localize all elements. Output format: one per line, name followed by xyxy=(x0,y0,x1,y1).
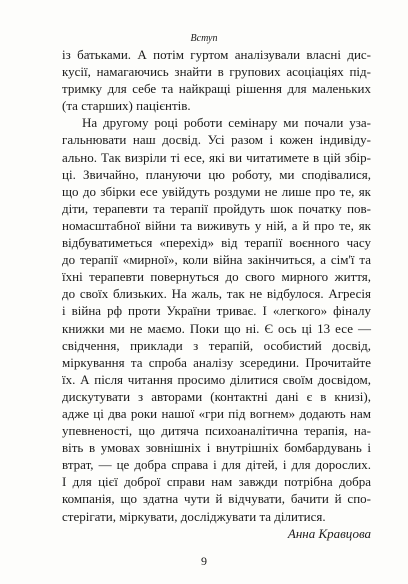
text-line: книжки ми не маємо. Поки що ні. Є ось ці 13 есе — xyxy=(62,320,371,336)
paragraph-2 xyxy=(62,114,371,524)
paragraph-1 xyxy=(62,46,371,114)
text-line: і війна рф проти України триває. І «легкого» фіналу xyxy=(62,303,371,319)
text-line: втрат, — це добра справа і для дітей, і для дорослих. xyxy=(62,457,371,473)
text-line: (та старших) пацієнтів. xyxy=(62,98,191,114)
text-line: номасштабної війни та виживуть у ній, а й про те, як xyxy=(62,217,371,233)
text-line: компанія, що здатна чути й відчувати, бачити й спо- xyxy=(62,491,371,507)
text-line: ці. Звичайно, плануючи цю роботу, ми сподівалися, xyxy=(62,166,371,182)
text-line: відбуватиметься «перехід» від терапії воєнного часу xyxy=(62,235,371,251)
text-line: На другому році роботи семінару ми почали уза- xyxy=(82,115,371,131)
text-line: віть в умовах зовнішніх і внутрішніх бомбардувань і xyxy=(62,440,371,456)
text-line: тримку для себе та найкращі рішення для маленьких xyxy=(62,81,371,97)
text-line: кусії, намагаючись знайти в групових асоціаціях під- xyxy=(62,64,371,80)
text-line: І для цієї доброї справи нам завжди потрібна добра xyxy=(62,474,371,490)
page-number: 9 xyxy=(201,554,207,568)
author-signature: Анна Кравцова xyxy=(287,525,371,541)
text-line: дискутувати з авторами (контактні дані є в книзі), xyxy=(62,388,371,404)
text-line: до своїх близьких. На жаль, так не відбулося. Агресія xyxy=(62,286,371,302)
text-line: упевненості, що дитяча психоаналітична терапія, на- xyxy=(62,423,371,439)
text-line: діти, терапевти та терапії пройдуть шок початку пов- xyxy=(62,200,371,216)
text-line: гальнювати наш досвід. Усі разом і кожен індивіду- xyxy=(62,132,371,148)
text-line: їх. А після читання просимо ділитися своїм досвідом, xyxy=(62,371,371,387)
text-line: що до збірки есе увійдуть роздуми не лише про те, як xyxy=(62,183,371,199)
running-head: Вступ xyxy=(190,33,218,44)
text-line: їхні терапевти повернуться до свого мирного життя, xyxy=(62,269,371,285)
text-line: до терапії «мирної», коли війна закінчиться, а сім'ї та xyxy=(62,252,371,268)
text-line: із батьками. А потім гуртом аналізували власні дис- xyxy=(62,47,371,62)
text-line: адже ці два роки нашої «гри під вогнем» додають нам xyxy=(62,405,371,421)
text-line: стерігати, міркувати, досліджувати та ділитися. xyxy=(62,508,326,524)
text-line: ально. Так визріли ті есе, які ви читатимете в цій збір- xyxy=(62,149,371,165)
text-line: міркування та спроба аналізу зсередини. Прочитайте xyxy=(62,354,371,370)
text-line: свідчення, приклади з терапій, особистий досвід, xyxy=(62,337,371,353)
body-text xyxy=(62,46,371,542)
